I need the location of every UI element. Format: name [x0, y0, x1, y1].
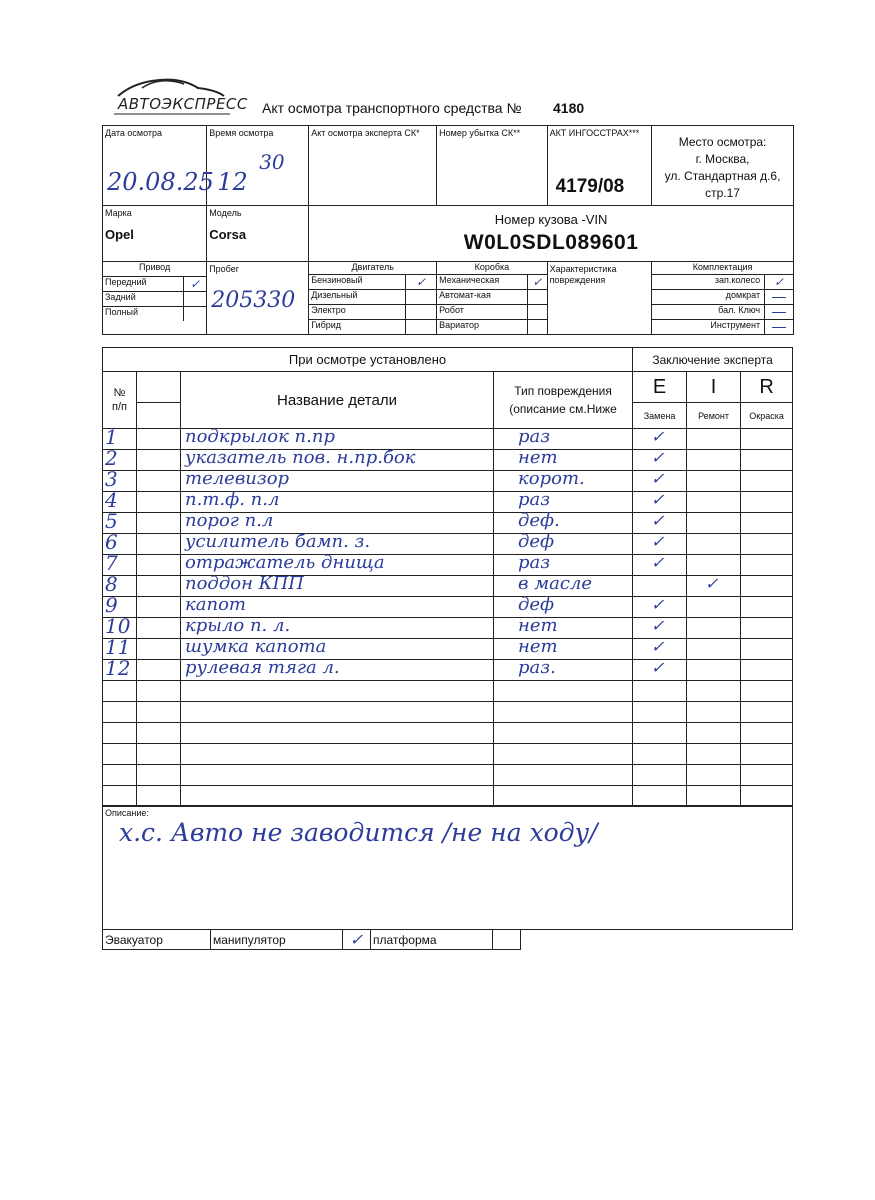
date-value: 20.08.25 — [107, 168, 214, 196]
mileage-cell — [207, 262, 309, 335]
damage-type-cell — [494, 594, 633, 618]
platform-label: платформа — [371, 930, 493, 950]
empty-cell — [137, 702, 181, 723]
damage-type-cell — [494, 786, 633, 807]
empty-cell — [137, 492, 181, 513]
place-building: стр.17 — [705, 186, 740, 200]
paint-cell — [741, 660, 793, 681]
empty-check — [184, 306, 207, 321]
damage-type: деф — [518, 531, 555, 552]
empty-cell — [137, 744, 181, 765]
description-cell — [103, 806, 793, 930]
i-header: I — [687, 372, 741, 403]
repair-cell — [687, 492, 741, 513]
empty-header-cell — [137, 403, 181, 429]
replace-cell — [633, 597, 687, 618]
engine-option: Гибрид — [309, 319, 406, 334]
empty-cell — [521, 930, 793, 950]
dash-mark — [765, 289, 793, 304]
paint-cell — [741, 471, 793, 492]
part-name: отражатель днища — [185, 552, 385, 573]
brand-label: Марка — [105, 208, 132, 218]
part-name: подкрылок п.пр — [185, 426, 335, 447]
paint-cell — [741, 534, 793, 555]
replace-cell — [633, 681, 687, 702]
check-mark: ✓ — [765, 274, 793, 289]
replace-cell — [633, 429, 687, 450]
damage-type-cell — [494, 744, 633, 765]
repair-cell — [687, 681, 741, 702]
replace-cell — [633, 534, 687, 555]
paint-cell — [741, 765, 793, 786]
damage-type: деф — [518, 594, 555, 615]
empty-cell — [137, 429, 181, 450]
repair-cell — [687, 534, 741, 555]
replace-cell — [633, 723, 687, 744]
row-number: 3 — [105, 467, 118, 491]
empty-check — [528, 319, 547, 334]
empty-check — [184, 291, 207, 306]
damage-type-cell — [494, 702, 633, 723]
part-name: указатель пов. н.пр.бок — [185, 447, 416, 468]
drive-label: Привод — [103, 262, 206, 276]
damage-type-cell — [494, 615, 633, 639]
gearbox-table — [437, 262, 546, 334]
row-number-cell — [103, 744, 137, 765]
equip-table — [652, 262, 793, 334]
replace-cell — [633, 471, 687, 492]
vehicle-info-table — [102, 125, 794, 335]
gearbox-option: Автомат-кая — [437, 289, 528, 304]
row-number: 7 — [105, 551, 118, 575]
vin-cell — [309, 206, 794, 262]
check-mark: ✓ — [651, 637, 665, 656]
damage-type-cell — [494, 426, 633, 450]
empty-check — [406, 289, 436, 304]
date-cell — [103, 126, 214, 206]
drive-option: Передний — [103, 276, 184, 291]
repair-cell — [687, 744, 741, 765]
damage-type: нет — [518, 636, 558, 657]
damage-type: деф. — [518, 510, 560, 531]
part-name: рулевая тяга л. — [185, 657, 340, 678]
check-mark: ✓ — [651, 616, 665, 635]
mileage-value: 205330 — [211, 288, 296, 313]
replace-cell — [633, 660, 687, 681]
paint-cell — [741, 723, 793, 744]
part-name: крыло п. л. — [185, 615, 291, 636]
empty-cell — [137, 555, 181, 576]
established-header: При осмотре установлено — [103, 348, 633, 372]
table-row — [103, 702, 793, 723]
paint-cell — [741, 513, 793, 534]
table-row — [103, 660, 793, 681]
damage-type-cell — [494, 468, 633, 492]
damage-type-cell — [494, 489, 633, 513]
damage-type-cell — [494, 723, 633, 744]
check-mark: ✓ — [184, 276, 207, 291]
equip-option: зап.колесо — [652, 274, 765, 289]
damage-type: раз — [518, 552, 551, 573]
num-sub: п/п — [112, 401, 127, 413]
row-number: 8 — [105, 572, 118, 596]
row-number: 1 — [105, 425, 118, 449]
empty-cell — [137, 597, 181, 618]
empty-cell — [137, 639, 181, 660]
paint-cell — [741, 555, 793, 576]
equip-option: Инструмент — [652, 319, 765, 334]
row-number-cell — [103, 656, 137, 681]
brand-logo-text: АВТОЭКСПРЕСС — [118, 95, 248, 113]
date-label: Дата осмотра — [105, 128, 163, 138]
check-mark: ✓ — [651, 490, 665, 509]
damage-type-cell — [494, 510, 633, 534]
repair-cell — [687, 660, 741, 681]
table-row — [103, 681, 793, 702]
replace-cell — [633, 492, 687, 513]
row-number: 6 — [105, 530, 118, 554]
engine-table — [309, 262, 436, 334]
check-mark: ✓ — [651, 469, 665, 488]
vin-label: Номер кузова -VIN — [494, 212, 608, 227]
loss-number-cell — [437, 126, 547, 206]
check-mark: ✓ — [528, 274, 547, 289]
check-mark: ✓ — [343, 930, 371, 950]
replace-cell — [633, 765, 687, 786]
act-number: 4180 — [553, 100, 585, 116]
part-cell — [181, 723, 494, 744]
damage-type: раз — [518, 426, 551, 447]
conclusion-header: Заключение эксперта — [633, 348, 793, 372]
row-number: 4 — [105, 488, 118, 512]
model-cell — [207, 206, 309, 262]
damage-type-cell — [494, 657, 633, 681]
empty-cell — [137, 618, 181, 639]
part-cell — [181, 765, 494, 786]
check-mark: ✓ — [651, 658, 665, 677]
part-name: шумка капота — [185, 636, 327, 657]
paint-cell — [741, 450, 793, 471]
ingos-cell — [547, 126, 652, 206]
empty-check — [493, 930, 521, 950]
type-header — [494, 372, 633, 429]
part-name: усилитель бамп. з. — [185, 531, 371, 552]
damage-char-label: Характеристика повреждения — [549, 264, 617, 285]
empty-header-cell — [137, 372, 181, 403]
damage-type: нет — [518, 615, 558, 636]
mileage-label: Пробег — [209, 264, 240, 274]
repair-cell — [687, 429, 741, 450]
engine-label: Двигатель — [309, 262, 436, 274]
damage-type: корот. — [518, 468, 585, 489]
num-header — [103, 372, 137, 429]
equip-cell — [652, 262, 794, 335]
time-minutes: 30 — [259, 150, 285, 174]
paint-header: Окраска — [741, 403, 793, 429]
num-label: № — [113, 387, 126, 399]
damage-type-cell — [494, 636, 633, 660]
loss-number-label: Номер убытка СК** — [439, 128, 521, 138]
replace-cell — [633, 555, 687, 576]
empty-cell — [137, 450, 181, 471]
paint-cell — [741, 429, 793, 450]
replace-header: Замена — [633, 403, 687, 429]
paint-cell — [741, 576, 793, 597]
gearbox-option: Вариатор — [437, 319, 528, 334]
table-row — [103, 744, 793, 765]
part-header: Название детали — [181, 372, 494, 429]
row-number: 10 — [105, 614, 131, 638]
type-label: Тип повреждения — [514, 384, 612, 398]
gearbox-option: Робот — [437, 304, 528, 319]
empty-cell — [137, 723, 181, 744]
part-name: поддон КПП — [185, 573, 304, 594]
repair-cell — [687, 513, 741, 534]
replace-cell — [633, 576, 687, 597]
e-header: E — [633, 372, 687, 403]
empty-check — [406, 319, 436, 334]
paint-cell — [741, 786, 793, 807]
row-number: 2 — [105, 446, 118, 470]
equip-label: Комплектация — [652, 262, 793, 274]
part-name: порог п.л — [185, 510, 274, 531]
check-mark: ✓ — [651, 427, 665, 446]
brand-cell — [103, 206, 207, 262]
table-row — [103, 765, 793, 786]
time-cell — [207, 126, 309, 206]
r-header: R — [741, 372, 793, 403]
paint-cell — [741, 618, 793, 639]
damage-type-cell — [494, 765, 633, 786]
empty-cell — [137, 534, 181, 555]
model-value: Corsa — [209, 227, 247, 242]
check-mark: ✓ — [651, 595, 665, 614]
damage-char-cell — [547, 262, 652, 335]
damage-type: в масле — [518, 573, 593, 594]
paint-cell — [741, 702, 793, 723]
place-cell — [652, 126, 794, 206]
row-number-cell — [103, 786, 137, 807]
damage-type-cell — [494, 681, 633, 702]
description-table — [102, 805, 793, 950]
row-number: 11 — [105, 635, 131, 659]
repair-cell — [687, 597, 741, 618]
gearbox-label: Коробка — [437, 262, 546, 274]
replace-cell — [633, 513, 687, 534]
empty-cell — [137, 471, 181, 492]
part-cell — [181, 702, 494, 723]
replace-cell — [633, 786, 687, 807]
drive-cell — [103, 262, 207, 335]
repair-cell — [687, 786, 741, 807]
empty-cell — [137, 765, 181, 786]
place-label: Место осмотра: — [678, 135, 767, 149]
expert-act-cell — [309, 126, 437, 206]
time-hours: 12 — [217, 168, 248, 196]
repair-cell — [687, 576, 741, 597]
dash-mark — [765, 319, 793, 334]
damage-type: нет — [518, 447, 558, 468]
gearbox-cell — [437, 262, 547, 335]
act-title: Акт осмотра транспортного средства № — [262, 100, 522, 116]
check-mark: ✓ — [651, 511, 665, 530]
manip-label: манипулятор — [211, 930, 343, 950]
empty-check — [406, 304, 436, 319]
empty-cell — [137, 660, 181, 681]
paint-cell — [741, 681, 793, 702]
engine-option: Электро — [309, 304, 406, 319]
paint-cell — [741, 492, 793, 513]
part-cell — [181, 744, 494, 765]
dash-mark — [765, 304, 793, 319]
row-number: 9 — [105, 593, 118, 617]
drive-table — [103, 262, 206, 321]
check-mark: ✓ — [651, 553, 665, 572]
ingos-label: АКТ ИНГОССТРАХ*** — [549, 128, 640, 138]
drive-option: Полный — [103, 306, 184, 321]
row-number-cell — [103, 765, 137, 786]
replace-cell — [633, 450, 687, 471]
part-name: телевизор — [185, 468, 290, 489]
repair-cell — [687, 639, 741, 660]
check-mark: ✓ — [406, 274, 436, 289]
vin-value: W0L0SDL089601 — [463, 231, 639, 254]
paint-cell — [741, 597, 793, 618]
part-name: капот — [185, 594, 246, 615]
ingos-value: 4179/08 — [555, 176, 625, 197]
empty-check — [528, 304, 547, 319]
repair-cell — [687, 765, 741, 786]
damage-type-cell — [494, 573, 633, 597]
engine-cell — [309, 262, 437, 335]
row-number-cell — [103, 702, 137, 723]
table-row — [103, 786, 793, 807]
description-label: Описание: — [105, 808, 149, 818]
check-mark: ✓ — [705, 574, 719, 593]
replace-cell — [633, 618, 687, 639]
drive-option: Задний — [103, 291, 184, 306]
replace-cell — [633, 702, 687, 723]
damage-type-cell — [494, 531, 633, 555]
inspection-rows — [103, 425, 793, 807]
repair-cell — [687, 471, 741, 492]
brand-value: Opel — [105, 227, 134, 242]
check-mark: ✓ — [651, 448, 665, 467]
empty-cell — [137, 681, 181, 702]
evac-label: Эвакуатор — [103, 930, 211, 950]
expert-act-label: Акт осмотра эксперта СК* — [311, 128, 420, 138]
type-sub: (описание см.Ниже — [509, 402, 617, 416]
row-number: 5 — [105, 509, 118, 533]
inspection-table — [102, 347, 793, 807]
damage-type: раз — [518, 489, 551, 510]
equip-option: бал. Ключ — [652, 304, 765, 319]
part-cell — [181, 657, 494, 681]
part-cell — [181, 681, 494, 702]
repair-cell — [687, 618, 741, 639]
description-text: х.с. Авто не заводится /не на ходу/ — [119, 818, 598, 847]
equip-option: домкрат — [652, 289, 765, 304]
row-number-cell — [103, 723, 137, 744]
gearbox-option: Механическая — [437, 274, 528, 289]
damage-type: раз. — [518, 657, 556, 678]
model-label: Модель — [209, 208, 242, 218]
time-label: Время осмотра — [209, 128, 274, 138]
empty-cell — [137, 786, 181, 807]
place-street: ул. Стандартная д.6, — [664, 169, 781, 183]
paint-cell — [741, 744, 793, 765]
row-number: 12 — [105, 656, 131, 680]
repair-header: Ремонт — [687, 403, 741, 429]
replace-cell — [633, 744, 687, 765]
paint-cell — [741, 639, 793, 660]
part-cell — [181, 786, 494, 807]
check-mark: ✓ — [651, 532, 665, 551]
empty-cell — [137, 513, 181, 534]
part-name: п.т.ф. п.л — [185, 489, 280, 510]
empty-cell — [137, 576, 181, 597]
engine-option: Бензиновый — [309, 274, 406, 289]
replace-cell — [633, 639, 687, 660]
table-row — [103, 723, 793, 744]
repair-cell — [687, 555, 741, 576]
repair-cell — [687, 450, 741, 471]
row-number-cell — [103, 681, 137, 702]
engine-option: Дизельный — [309, 289, 406, 304]
place-city: г. Москва, — [695, 152, 750, 166]
repair-cell — [687, 723, 741, 744]
empty-check — [528, 289, 547, 304]
repair-cell — [687, 702, 741, 723]
